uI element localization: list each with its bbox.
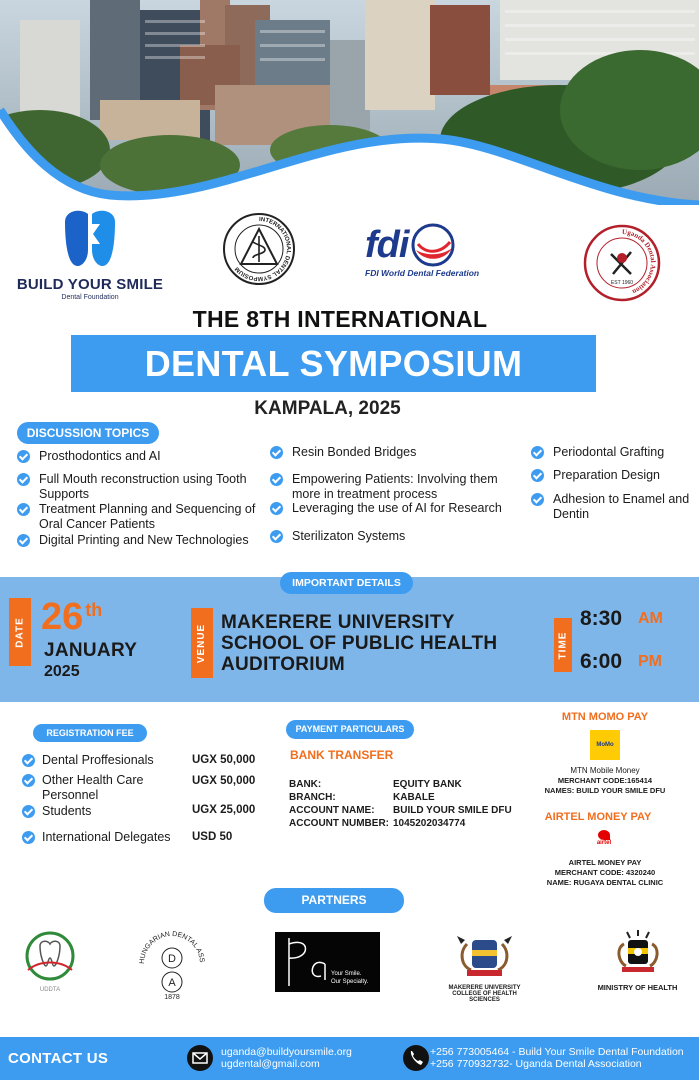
build-your-smile-logo bbox=[10, 204, 170, 301]
venue-line: SCHOOL OF PUBLIC HEALTH bbox=[221, 633, 498, 654]
topic-item: Prosthodontics and AI bbox=[17, 449, 257, 464]
hero-city-image bbox=[0, 0, 699, 205]
fdi-swirl-icon bbox=[410, 222, 456, 268]
phone-numbers bbox=[430, 1047, 684, 1070]
hda-letter-d: D bbox=[168, 953, 176, 965]
payment-particulars-heading: PAYMENT PARTICULARS bbox=[286, 720, 414, 739]
check-icon bbox=[270, 473, 283, 486]
topic-item: Full Mouth reconstruction using Tooth Supports bbox=[17, 472, 262, 502]
venue-line: AUDITORIUM bbox=[221, 654, 346, 675]
partners-heading: PARTNERS bbox=[264, 888, 404, 913]
end-period: PM bbox=[638, 653, 662, 670]
bank-key: BRANCH: bbox=[289, 792, 336, 803]
ids-ring-text: INTERNATIONAL DENTAL SYMPOSIUM bbox=[234, 216, 292, 282]
venue-tag: VENUE bbox=[191, 608, 213, 678]
fdi-word: fdi bbox=[365, 224, 409, 266]
mtn-momo-title: MTN MOMO PAY bbox=[561, 711, 649, 723]
fdi-subtitle: FDI World Dental Federation bbox=[365, 268, 480, 278]
logo-name-part1: BUILD YOUR bbox=[16, 276, 117, 293]
fdi-logo bbox=[365, 222, 495, 278]
uganda-dental-association-logo bbox=[583, 224, 661, 302]
registration-price: UGX 25,000 bbox=[192, 804, 256, 816]
registration-price: USD 50 bbox=[192, 831, 233, 843]
logo-name-part2: SMILE bbox=[116, 276, 164, 293]
topic-item: Digital Printing and New Technologies bbox=[17, 533, 262, 548]
ministry-of-health-logo bbox=[590, 930, 685, 992]
venue-line: MAKERERE UNIVERSITY bbox=[221, 612, 455, 633]
ra-tagline-2: Our Specialty. bbox=[331, 979, 369, 985]
registration-fee-heading: REGISTRATION FEE bbox=[33, 724, 147, 742]
uddta-logo: UDDTA bbox=[20, 930, 80, 993]
email-addresses bbox=[221, 1047, 352, 1070]
registration-price: UGX 50,000 bbox=[192, 754, 256, 766]
bank-key: ACCOUNT NAME: bbox=[289, 805, 375, 816]
logo-row bbox=[0, 200, 699, 305]
bank-value: BUILD YOUR SMILE DFU bbox=[393, 805, 512, 816]
title-banner: DENTAL SYMPOSIUM bbox=[71, 335, 596, 392]
check-icon bbox=[22, 805, 35, 818]
check-icon bbox=[531, 446, 544, 459]
event-month: JANUARY bbox=[44, 640, 138, 661]
ra-tagline-1: Your Smile. bbox=[331, 971, 362, 977]
topic-item: Adhesion to Enamel and Dentin bbox=[531, 492, 691, 522]
phone-1[interactable]: +256 773005464 - Build Your Smile Dental Foundation bbox=[430, 1046, 684, 1058]
bank-value: KABALE bbox=[393, 792, 435, 803]
makerere-university-logo bbox=[437, 934, 532, 1003]
registration-price: UGX 50,000 bbox=[192, 775, 256, 787]
hda-letter-a: A bbox=[168, 977, 176, 989]
check-icon bbox=[270, 446, 283, 459]
makerere-label-2: COLLEGE OF HEALTH SCIENCES bbox=[452, 991, 517, 1003]
check-icon bbox=[17, 534, 30, 547]
end-time: 6:00 bbox=[580, 650, 623, 673]
bank-transfer-title: BANK TRANSFER bbox=[290, 748, 394, 762]
tooth-icon bbox=[55, 204, 125, 274]
event-year: 2025 bbox=[44, 663, 80, 680]
topic-item: Periodontal Grafting bbox=[531, 445, 696, 460]
mtn-momo-logo: MoMo bbox=[590, 730, 620, 760]
check-icon bbox=[17, 473, 30, 486]
hda-ring-text: HUNGARIAN DENTAL ASS bbox=[138, 930, 206, 965]
ministry-of-health-label: MINISTRY OF HEALTH bbox=[597, 983, 678, 992]
date-tag: DATE bbox=[9, 598, 31, 666]
your-smile-our-specialty-logo bbox=[275, 932, 380, 992]
email-1[interactable]: uganda@buildyoursmile.org bbox=[221, 1046, 352, 1058]
email-icon bbox=[187, 1045, 213, 1071]
discussion-topics-heading: DISCUSSION TOPICS bbox=[17, 422, 159, 444]
check-icon bbox=[270, 502, 283, 515]
title-line-1: THE 8TH INTERNATIONAL bbox=[192, 306, 488, 332]
uda-ring-text: Uganda Dental Association bbox=[621, 227, 657, 296]
check-icon bbox=[22, 774, 35, 787]
topic-item: Resin Bonded Bridges bbox=[270, 445, 510, 460]
time-tag: TIME bbox=[554, 618, 572, 672]
topic-item: Preparation Design bbox=[531, 468, 696, 483]
hungarian-dental-association-logo bbox=[132, 920, 212, 1000]
phone-icon bbox=[403, 1045, 429, 1071]
day-suffix: th bbox=[85, 600, 103, 620]
important-details-heading: IMPORTANT DETAILS bbox=[280, 572, 413, 594]
topic-item: Treatment Planning and Sequencing of Oral Cancer Patients bbox=[17, 502, 262, 532]
topic-item: Empowering Patients: Involving them more in treatment process bbox=[270, 472, 510, 502]
check-icon bbox=[531, 493, 544, 506]
registration-item: Students bbox=[22, 804, 172, 819]
start-period: AM bbox=[638, 610, 663, 627]
check-icon bbox=[17, 503, 30, 516]
international-dental-symposium-logo bbox=[222, 212, 296, 286]
airtel-logo: airtel bbox=[590, 830, 618, 854]
bank-key: BANK: bbox=[289, 779, 322, 790]
registration-item: Dental Proffesionals bbox=[22, 753, 192, 768]
check-icon bbox=[270, 530, 283, 543]
check-icon bbox=[531, 469, 544, 482]
mtn-momo-details: MTN Mobile Money MERCHANT CODE:165414 NAMES: BUILD YOUR SMILE DFU bbox=[544, 766, 666, 795]
logo-subtitle: Dental Foundation bbox=[61, 294, 119, 301]
check-icon bbox=[22, 754, 35, 767]
check-icon bbox=[17, 450, 30, 463]
makerere-label-1: MAKERERE UNIVERSITY bbox=[448, 985, 521, 991]
bank-value: 1045202034774 bbox=[393, 818, 466, 829]
start-time: 8:30 bbox=[580, 607, 623, 630]
topic-item: Sterilizaton Systems bbox=[270, 529, 510, 544]
bank-key: ACCOUNT NUMBER: bbox=[289, 818, 389, 829]
hda-year: 1878 bbox=[164, 994, 180, 1000]
airtel-money-title: AIRTEL MONEY PAY bbox=[544, 811, 652, 823]
uda-est-text: EST 1960 bbox=[610, 280, 634, 286]
topic-item: Leveraging the use of AI for Research bbox=[270, 501, 510, 516]
email-2[interactable]: ugdental@gmail.com bbox=[221, 1057, 320, 1070]
contact-us-heading: CONTACT US bbox=[8, 1050, 109, 1067]
bank-value: EQUITY BANK bbox=[393, 779, 462, 790]
check-icon bbox=[22, 831, 35, 844]
registration-item: International Delegates bbox=[22, 830, 192, 845]
airtel-money-details: AIRTEL MONEY PAY MERCHANT CODE: 4320240 NAME: RUGAYA DENTAL CLINIC bbox=[546, 858, 664, 887]
title-line-3: KAMPALA, 2025 bbox=[254, 398, 401, 419]
event-day: 26 $^{th}$ bbox=[41, 596, 103, 638]
phone-2[interactable]: +256 770932732- Uganda Dental Association bbox=[430, 1057, 642, 1070]
registration-item: Other Health Care Personnel bbox=[22, 773, 172, 803]
